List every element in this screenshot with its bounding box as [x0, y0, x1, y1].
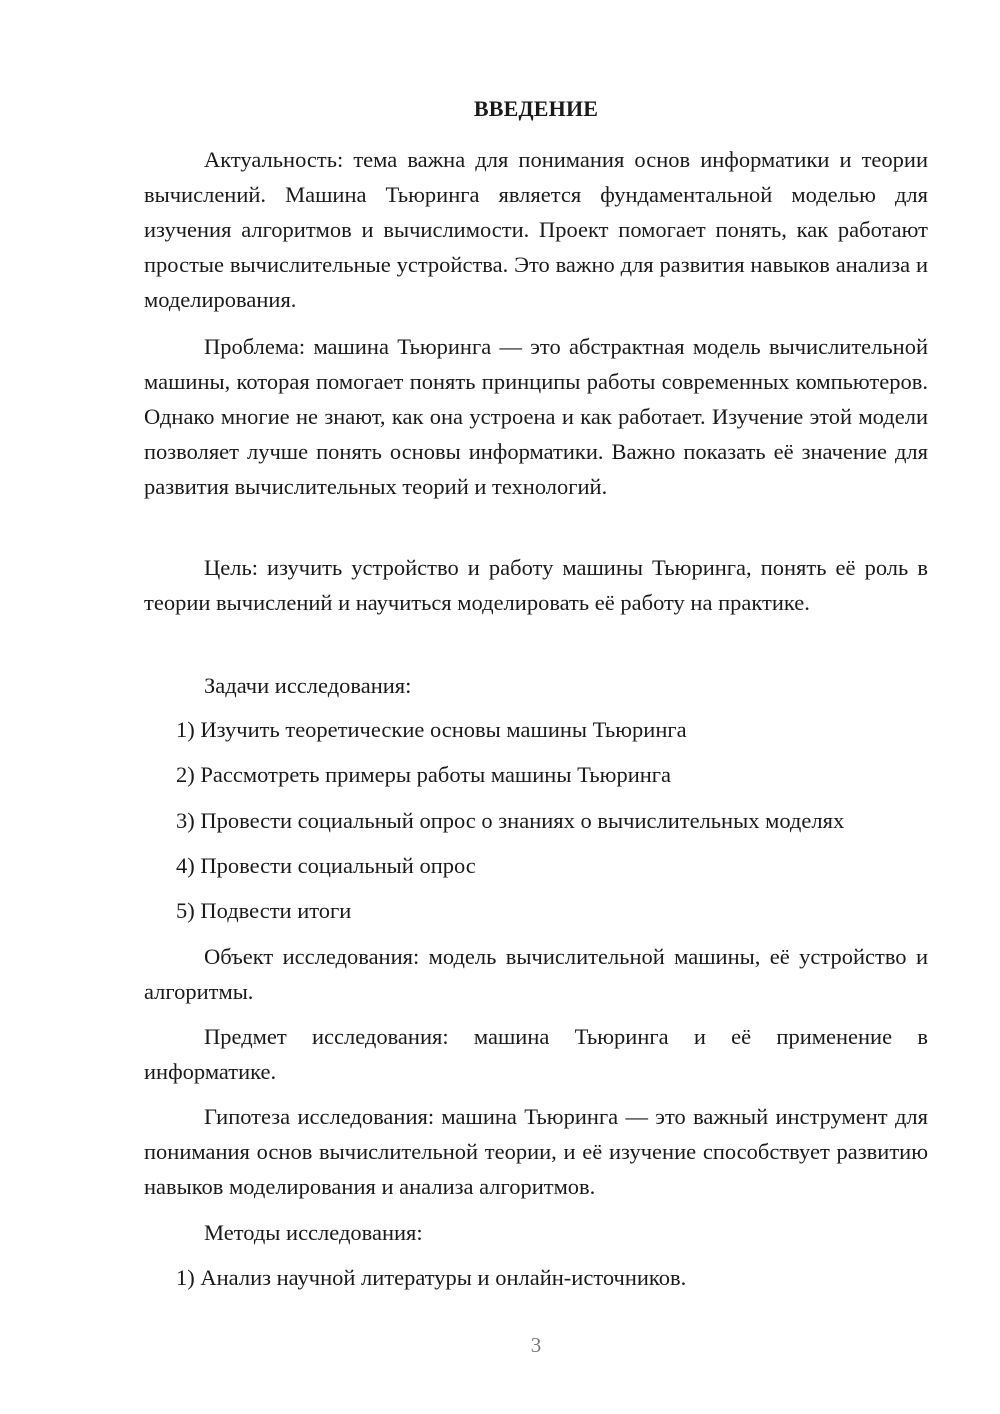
relevance-paragraph: Актуальность: тема важна для понимания основ информатики и теории вычислений. Машина Тьюринга является фундаментальной моделью для изучения алгоритмов и вычислимости. Проект помогает понять, как работают простые вычислительные устройства. Это важно для развития навыков анализа и моделирования. [144, 147, 928, 312]
tasks-heading: Задачи исследования: [204, 673, 412, 698]
goal-paragraph: Цель: изучить устройство и работу машины Тьюринга, понять её роль в теории вычислений и научиться моделировать её работу на практике. [144, 555, 928, 615]
hypothesis-paragraph: Гипотеза исследования: машина Тьюринга — это важный инструмент для понимания основ вычислительной теории, и её изучение способствует развитию навыков моделирования и анализа алгоритмов. [144, 1104, 928, 1199]
task-item: 2) Рассмотреть примеры работы машины Тьюринга [176, 762, 672, 787]
method-item: 1) Анализ научной литературы и онлайн-источников. [176, 1265, 687, 1290]
task-item: 3) Провести социальный опрос о знаниях о вычислительных моделях [176, 808, 845, 833]
task-item: 5) Подвести итоги [176, 898, 352, 923]
methods-heading: Методы исследования: [204, 1220, 423, 1245]
page-number: 3 [530, 1333, 542, 1357]
page-title: ВВЕДЕНИЕ [473, 96, 599, 121]
subject-paragraph: Предмет исследования: машина Тьюринга и её применение в информатике. [144, 1024, 928, 1084]
object-paragraph: Объект исследования: модель вычислительной машины, её устройство и алгоритмы. [144, 944, 928, 1004]
problem-paragraph: Проблема: машина Тьюринга — это абстрактная модель вычислительной машины, которая помогает понять принципы работы современных компьютеров. Однако многие не знают, как она устроена и как работает. Изучение этой модели позволяет лучше понять основы информатики. Важно показать её значение для развития вычислительных теорий и технологий. [144, 334, 928, 499]
task-item: 4) Провести социальный опрос [176, 853, 476, 878]
task-item: 1) Изучить теоретические основы машины Тьюринга [176, 717, 687, 742]
